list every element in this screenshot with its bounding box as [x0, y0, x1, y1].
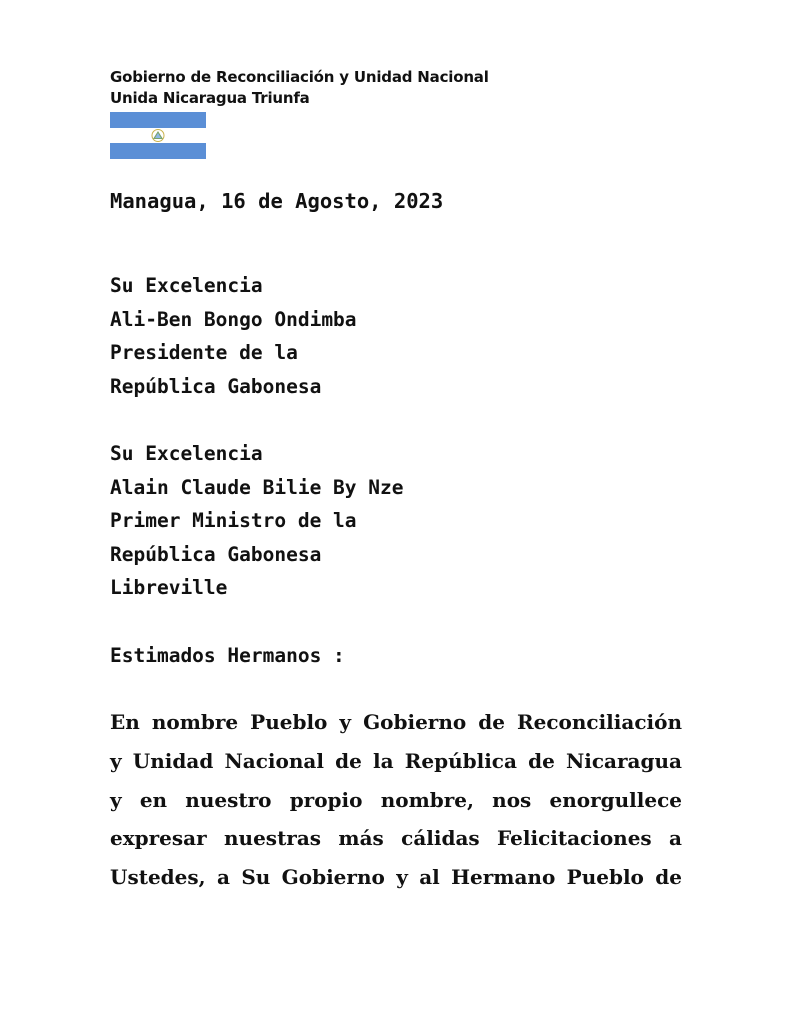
recipient-city: Libreville — [110, 576, 228, 600]
recipient-block-prime-minister — [110, 437, 404, 605]
letter-date: Managua, 16 de Agosto, 2023 — [110, 189, 444, 213]
recipient-name: Alain Claude Bilie By Nze — [110, 475, 404, 499]
letterhead — [110, 67, 489, 109]
recipient-title: Presidente de la — [110, 341, 298, 365]
salutation: Estimados Hermanos : — [110, 644, 345, 667]
recipient-title: Primer Ministro de la — [110, 509, 357, 533]
body-line: y Unidad Nacional de la República de Nicaragua — [110, 748, 682, 773]
recipient-country: República Gabonesa — [110, 374, 322, 398]
recipient-country: República Gabonesa — [110, 542, 322, 566]
recipient-name: Ali-Ben Bongo Ondimba — [110, 307, 357, 331]
nicaragua-flag-icon — [110, 112, 206, 159]
letter-body — [110, 703, 682, 897]
body-line: expresar nuestras más cálidas Felicitaciones a — [110, 826, 682, 851]
body-line: Ustedes, a Su Gobierno y al Hermano Pueblo de — [110, 865, 682, 890]
body-line: En nombre Pueblo y Gobierno de Reconciliación — [110, 710, 682, 734]
recipient-block-president — [110, 269, 357, 403]
recipient-honorific: Su Excelencia — [110, 442, 263, 465]
letterhead-government-name: Gobierno de Reconciliación y Unidad Nacional — [110, 68, 489, 86]
body-line: y en nuestro propio nombre, nos enorgullece — [110, 787, 682, 812]
recipient-honorific: Su Excelencia — [110, 274, 263, 297]
letterhead-slogan: Unida Nicaragua Triunfa — [110, 89, 310, 107]
